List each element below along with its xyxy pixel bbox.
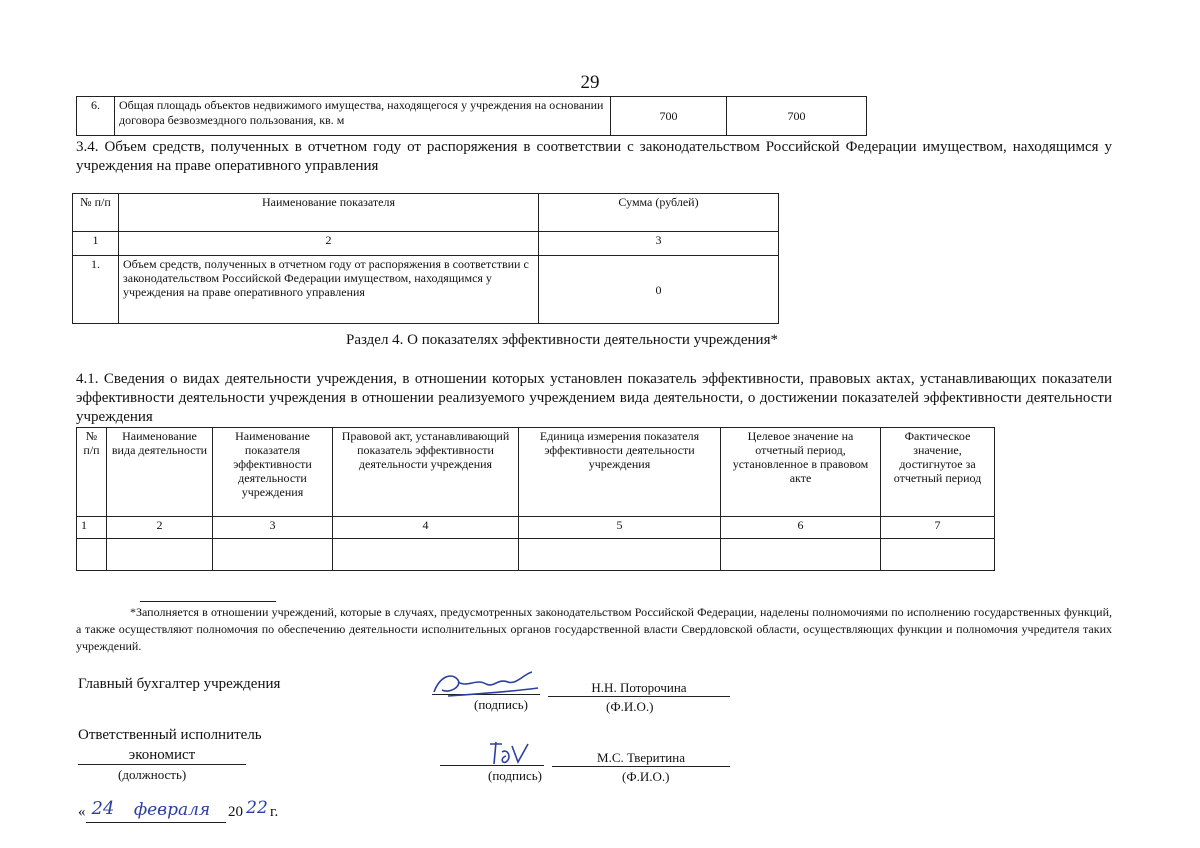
number-cell: 3 <box>539 232 779 256</box>
table-row <box>73 256 779 324</box>
number-cell: 7 <box>881 517 995 539</box>
header-cell: Правовой акт, устанавливающий показатель эффективности деятельности учреждения <box>333 428 519 517</box>
value-cell: 700 <box>611 97 727 136</box>
sum-cell: 0 <box>539 256 779 324</box>
empty-cell <box>721 539 881 571</box>
header-cell: Наименование вида деятельности <box>107 428 213 517</box>
date-suffix: г. <box>270 804 279 820</box>
row-number: 1. <box>73 256 119 324</box>
section-3-4-text: 3.4. Объем средств, полученных в отчетном году от распоряжения в соответствии с законодательством Российской Федерации имуществом, находящимся у учреждения на праве оперативного управления <box>76 139 1112 174</box>
row-name: Объем средств, полученных в отчетном году от распоряжения в соответствии с законодательством Российской Федерации имуществом, находящимся у учреждения на праве оперативного управления <box>119 256 539 324</box>
number-cell: 3 <box>213 517 333 539</box>
empty-cell <box>77 539 107 571</box>
empty-cell <box>881 539 995 571</box>
section-4-title: Раздел 4. О показателях эффективности деятельности учреждения* <box>346 332 778 348</box>
numbering-row <box>73 232 779 256</box>
header-cell: Сумма (рублей) <box>539 194 779 232</box>
header-cell: Единица измерения показателя эффективности деятельности учреждения <box>519 428 721 517</box>
empty-cell <box>213 539 333 571</box>
footnote: *Заполняется в отношении учреждений, которые в случаях, предусмотренных законодательством Российской Федерации, наделены полномочиями по исполнению государственных функций, а также осуществляют полномочия по обеспечению деятельности исполнительных органов государственной власти Свердловской области, осуществляющих функции и полномочия учредителя таких учреждений. <box>76 605 1112 653</box>
header-cell: № п/п <box>77 428 107 517</box>
number-cell: 4 <box>333 517 519 539</box>
empty-cell <box>107 539 213 571</box>
header-cell: № п/п <box>73 194 119 232</box>
chief-accountant-label: Главный бухгалтер учреждения <box>78 676 281 692</box>
date-month: февраля <box>133 800 211 820</box>
header-cell: Целевое значение на отчетный период, установленное в правовом акте <box>721 428 881 517</box>
table-row <box>77 97 867 136</box>
number-cell: 2 <box>119 232 539 256</box>
number-cell: 5 <box>519 517 721 539</box>
signature-caption: (подпись) <box>474 697 528 712</box>
numbering-row <box>77 517 995 539</box>
row-name: Общая площадь объектов недвижимого имущества, находящегося у учреждения на основании договора безвозмездного пользования, кв. м <box>115 97 611 136</box>
page-number: 29 <box>580 72 600 93</box>
value-cell: 700 <box>727 97 867 136</box>
fio-caption: (Ф.И.О.) <box>606 699 654 714</box>
date-year-prefix: 20 <box>228 804 243 820</box>
number-cell: 2 <box>107 517 213 539</box>
executor-label: Ответственный исполнитель <box>78 727 262 743</box>
header-cell: Фактическое значение, достигнутое за отчетный период <box>881 428 995 517</box>
date-day: 24 <box>91 798 115 819</box>
signature-caption: (подпись) <box>488 768 542 783</box>
chief-accountant-name: Н.Н. Поторочина <box>548 680 730 697</box>
date-line <box>86 822 226 823</box>
footnote-divider <box>140 601 276 602</box>
number-cell: 1 <box>77 517 107 539</box>
executor-name: М.С. Тверитина <box>552 750 730 767</box>
efficiency-table <box>76 427 995 571</box>
position-caption: (должность) <box>118 767 187 782</box>
funds-table <box>72 193 779 324</box>
date-block <box>78 798 288 828</box>
executor-position: экономист <box>78 747 246 765</box>
table-header-row <box>73 194 779 232</box>
number-cell: 1 <box>73 232 119 256</box>
executor-signature <box>484 738 540 768</box>
row-number: 6. <box>77 97 115 136</box>
header-cell: Наименование показателя эффективности деятельности учреждения <box>213 428 333 517</box>
date-year: 22 <box>246 798 268 818</box>
empty-cell <box>333 539 519 571</box>
date-open-quote: « <box>78 804 86 820</box>
table-row <box>77 539 995 571</box>
empty-cell <box>519 539 721 571</box>
table-header-row <box>77 428 995 517</box>
property-area-table <box>76 96 867 136</box>
number-cell: 6 <box>721 517 881 539</box>
header-cell: Наименование показателя <box>119 194 539 232</box>
fio-caption: (Ф.И.О.) <box>622 769 670 784</box>
section-4-1-text: 4.1. Сведения о видах деятельности учреждения, в отношении которых установлен показатель эффективности, правовых актах, устанавливающих показатели эффективности деятельности учреждения в отношении реализуемого учреждением вида деятельности, о достижении показателей эффективности деятельности учреждения <box>76 371 1112 425</box>
